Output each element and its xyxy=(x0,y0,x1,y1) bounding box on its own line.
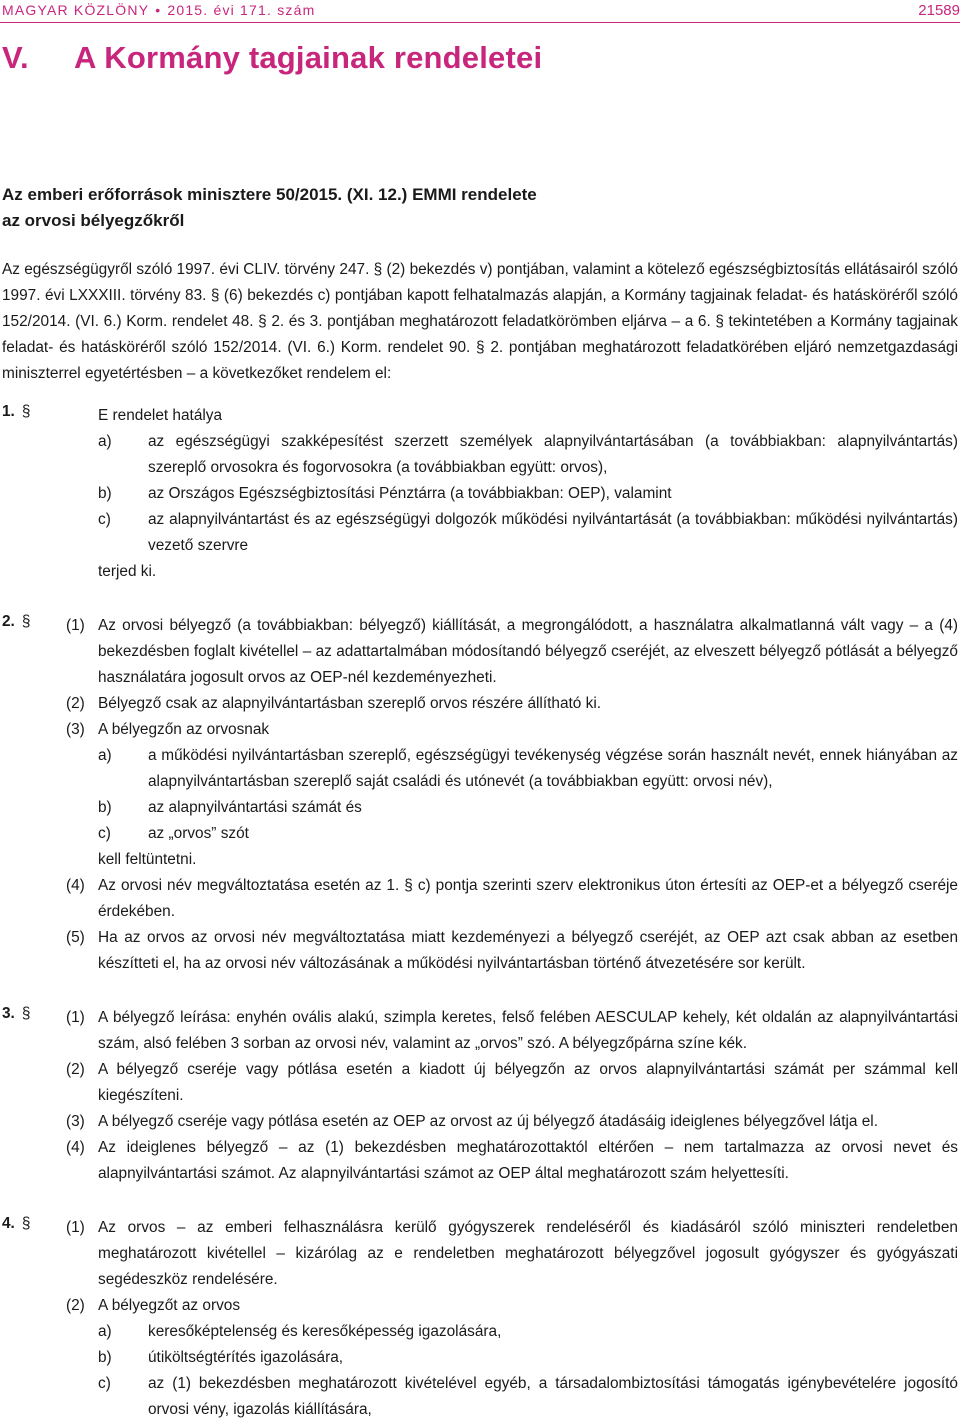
paragraph-text: E rendelet hatálya xyxy=(98,407,223,424)
paragraph-text: Az orvosi bélyegző (a továbbiakban: bélyegző) kiállítását, a megrongálódott, a használatra alkalmatlanná vált vagy – a (4) bekezdésben foglalt kivétellel – az adattartalmában módosítandó bélyegző cseréjét, az elveszett bélyegző pótlását a bélyegző használatára jogosult orvos az OEP-nél kezdeményezheti. xyxy=(98,617,958,686)
paragraph-number: (1) xyxy=(66,1009,85,1026)
paragraph xyxy=(66,613,958,691)
page-number: 21589 xyxy=(918,2,960,19)
section-4 xyxy=(2,1215,958,1423)
decree-content xyxy=(2,257,958,1423)
section-2 xyxy=(2,613,958,977)
paragraph-text: A bélyegző cseréje vagy pótlása esetén a kiadott új bélyegzőn az orvos alapnyilvántartási számát per számmal kell kiegészíteni. xyxy=(98,1061,958,1104)
paragraph xyxy=(98,403,958,585)
point-item xyxy=(98,481,958,507)
point-text: útiköltségtérítés igazolására, xyxy=(148,1349,344,1366)
paragraph-text: A bélyegzőn az orvosnak xyxy=(98,721,270,738)
point-item xyxy=(98,1345,958,1371)
section-heading xyxy=(2,403,30,421)
decree-title-line-2: az orvosi bélyegzőkről xyxy=(2,211,185,230)
point-label: b) xyxy=(98,485,112,502)
paragraph-number: (3) xyxy=(66,721,85,738)
point-text: az egészségügyi szakképesítést szerzett személyek alapnyilvántartásában (a továbbiakban: alapnyilvántartás) szereplő orvosokra és fogorvosokra (a továbbiakban együtt: orvos), xyxy=(148,433,958,476)
section-heading xyxy=(2,613,30,631)
point-label: b) xyxy=(98,1349,112,1366)
point-item xyxy=(98,1371,958,1423)
preamble: Az egészségügyről szóló 1997. évi CLIV. törvény 247. § (2) bekezdés v) pontjában, valamint a kötelező egészségbiztosítás ellátásairól szóló 1997. évi LXXXIII. törvény 83. § (6) bekezdés c) pontjában kapott felhatalmazás alapján, a Kormány tagjainak feladat- és hatásköréről szóló 152/2014. (VI. 6.) Korm. rendelet 48. § 2. és 3. pontjában meghatározott feladatkörömben eljárva – a 6. § tekintetében a Kormány tagjainak feladat- és hatásköréről szóló 152/2014. (VI. 6.) Korm. rendelet 90. § 2. pontjában meghatározott feladatkörében eljáró nemzetgazdasági miniszterrel egyetértésben – a következőket rendelem el: xyxy=(2,261,958,382)
section-sign: § xyxy=(21,1215,31,1232)
point-item xyxy=(98,795,958,821)
paragraph-number: (2) xyxy=(66,1297,85,1314)
paragraph xyxy=(66,1057,958,1109)
section-sign: § xyxy=(21,403,31,420)
paragraph-text: A bélyegző leírása: enyhén ovális alakú, szimpla keretes, felső felében AESCULAP kehely, két oldalán az alapnyilvántartási szám, alsó felében 3 sorban az orvosi név, valamint az „orvos” szó. A bélyegzőpárna színe kék. xyxy=(98,1009,958,1052)
paragraph-number: (1) xyxy=(66,617,85,634)
paragraph-number: (2) xyxy=(66,695,85,712)
paragraph xyxy=(66,1293,958,1423)
paragraph xyxy=(66,1005,958,1057)
paragraph xyxy=(66,873,958,925)
point-label: c) xyxy=(98,511,111,528)
paragraph-text: Az orvosi név megváltoztatása esetén az 1. § c) pontja szerinti szerv elektronikus úton értesíti az OEP-et a bélyegző cseréje érdekében. xyxy=(98,877,958,920)
header-bullet: • xyxy=(155,2,162,18)
paragraph-number: (4) xyxy=(66,1139,85,1156)
point-item xyxy=(98,821,958,847)
point-item xyxy=(98,1319,958,1345)
paragraph-text: A bélyegző cseréje vagy pótlása esetén az OEP az orvost az új bélyegző átadásáig ideiglenes bélyegzővel látja el. xyxy=(98,1113,878,1130)
point-text: az alapnyilvántartási számát és xyxy=(148,799,362,816)
point-label: b) xyxy=(98,799,112,816)
section-number: 4. xyxy=(2,1215,15,1232)
point-text: az „orvos” szót xyxy=(148,825,249,842)
paragraph-number: (3) xyxy=(66,1113,85,1130)
point-label: a) xyxy=(98,747,112,764)
chapter-heading xyxy=(2,40,542,76)
journal-name: MAGYAR KÖZLÖNY xyxy=(2,2,150,18)
point-label: a) xyxy=(98,433,112,450)
point-item xyxy=(98,743,958,795)
section-1 xyxy=(2,403,958,585)
paragraph xyxy=(66,691,958,717)
issue-label: 2015. évi 171. szám xyxy=(167,2,316,18)
point-text: a működési nyilvántartásban szereplő, egészségügyi tevékenység végzése során használt nevét, ennek hiányában az alapnyilvántartásban szereplő saját családi és utónevét (a továbbiakban együtt: orvosi név), xyxy=(148,747,958,790)
section-heading xyxy=(2,1005,30,1023)
section-body xyxy=(66,1215,958,1423)
point-text: keresőképtelenség és keresőképesség igazolására, xyxy=(148,1323,502,1340)
point-label: a) xyxy=(98,1323,112,1340)
sections xyxy=(2,403,958,1423)
paragraph-number: (4) xyxy=(66,877,85,894)
point-item xyxy=(98,429,958,481)
paragraph-number: (1) xyxy=(66,1219,85,1236)
paragraph-number: (2) xyxy=(66,1061,85,1078)
section-sign: § xyxy=(21,613,31,630)
paragraph-number: (5) xyxy=(66,929,85,946)
paragraph-closing: terjed ki. xyxy=(98,563,157,580)
point-label: c) xyxy=(98,825,111,842)
page-header xyxy=(0,0,960,20)
paragraph-text: Bélyegző csak az alapnyilvántartásban szereplő orvos részére állítható ki. xyxy=(98,695,602,712)
running-head xyxy=(2,2,315,18)
paragraph-closing: kell feltüntetni. xyxy=(98,851,197,868)
paragraph xyxy=(66,925,958,977)
point-text: az (1) bekezdésben meghatározott kivételével egyéb, a társadalombiztosítási támogatás igénybevételére jogosító orvosi vény, igazolás kiállítására, xyxy=(148,1375,958,1418)
section-3 xyxy=(2,1005,958,1187)
paragraph-text: Az orvos – az emberi felhasználásra kerülő gyógyszerek rendeléséről és kiadásáról szóló miniszteri rendeletben meghatározott kivétellel – kizárólag az e rendeletben meghatározott bélyegzővel jogosult gyógyszer és gyógyászati segédeszköz rendelésére. xyxy=(98,1219,958,1288)
chapter-number: V. xyxy=(2,40,29,75)
point-item xyxy=(98,507,958,559)
section-heading xyxy=(2,1215,30,1233)
paragraph-text: Ha az orvos az orvosi név megváltoztatása miatt kezdeményezi a bélyegző cseréjét, az OEP azt csak abban az esetben készítteti el, ha az orvosi név változásának a működési nyilvántartásban történő átvezetésére sor került. xyxy=(98,929,958,972)
header-rule xyxy=(0,22,960,23)
paragraph-text: Az ideiglenes bélyegző – az (1) bekezdésben meghatározottaktól eltérően – nem tartalmazza az orvosi nevet és alapnyilvántartási számot. Az alapnyilvántartási számot az OEP által meghatározott szám helyettesíti. xyxy=(98,1139,958,1182)
section-number: 1. xyxy=(2,403,15,420)
paragraph xyxy=(66,1215,958,1293)
section-number: 3. xyxy=(2,1005,15,1022)
paragraph xyxy=(66,1135,958,1187)
decree-title xyxy=(2,182,902,234)
paragraph xyxy=(66,717,958,873)
paragraph xyxy=(66,1109,958,1135)
point-text: az alapnyilvántartást és az egészségügyi dolgozók működési nyilvántartását (a továbbiakban: működési nyilvántartás) vezető szervre xyxy=(148,511,958,554)
section-body xyxy=(66,1005,958,1187)
point-label: c) xyxy=(98,1375,111,1392)
section-body xyxy=(66,613,958,977)
chapter-title: A Kormány tagjainak rendeletei xyxy=(74,40,543,75)
paragraph-text: A bélyegzőt az orvos xyxy=(98,1297,241,1314)
point-text: az Országos Egészségbiztosítási Pénztárra (a továbbiakban: OEP), valamint xyxy=(148,485,672,502)
section-sign: § xyxy=(21,1005,31,1022)
section-body xyxy=(98,403,958,585)
decree-title-line-1: Az emberi erőforrások minisztere 50/2015. (XI. 12.) EMMI rendelete xyxy=(2,185,537,204)
section-number: 2. xyxy=(2,613,15,630)
